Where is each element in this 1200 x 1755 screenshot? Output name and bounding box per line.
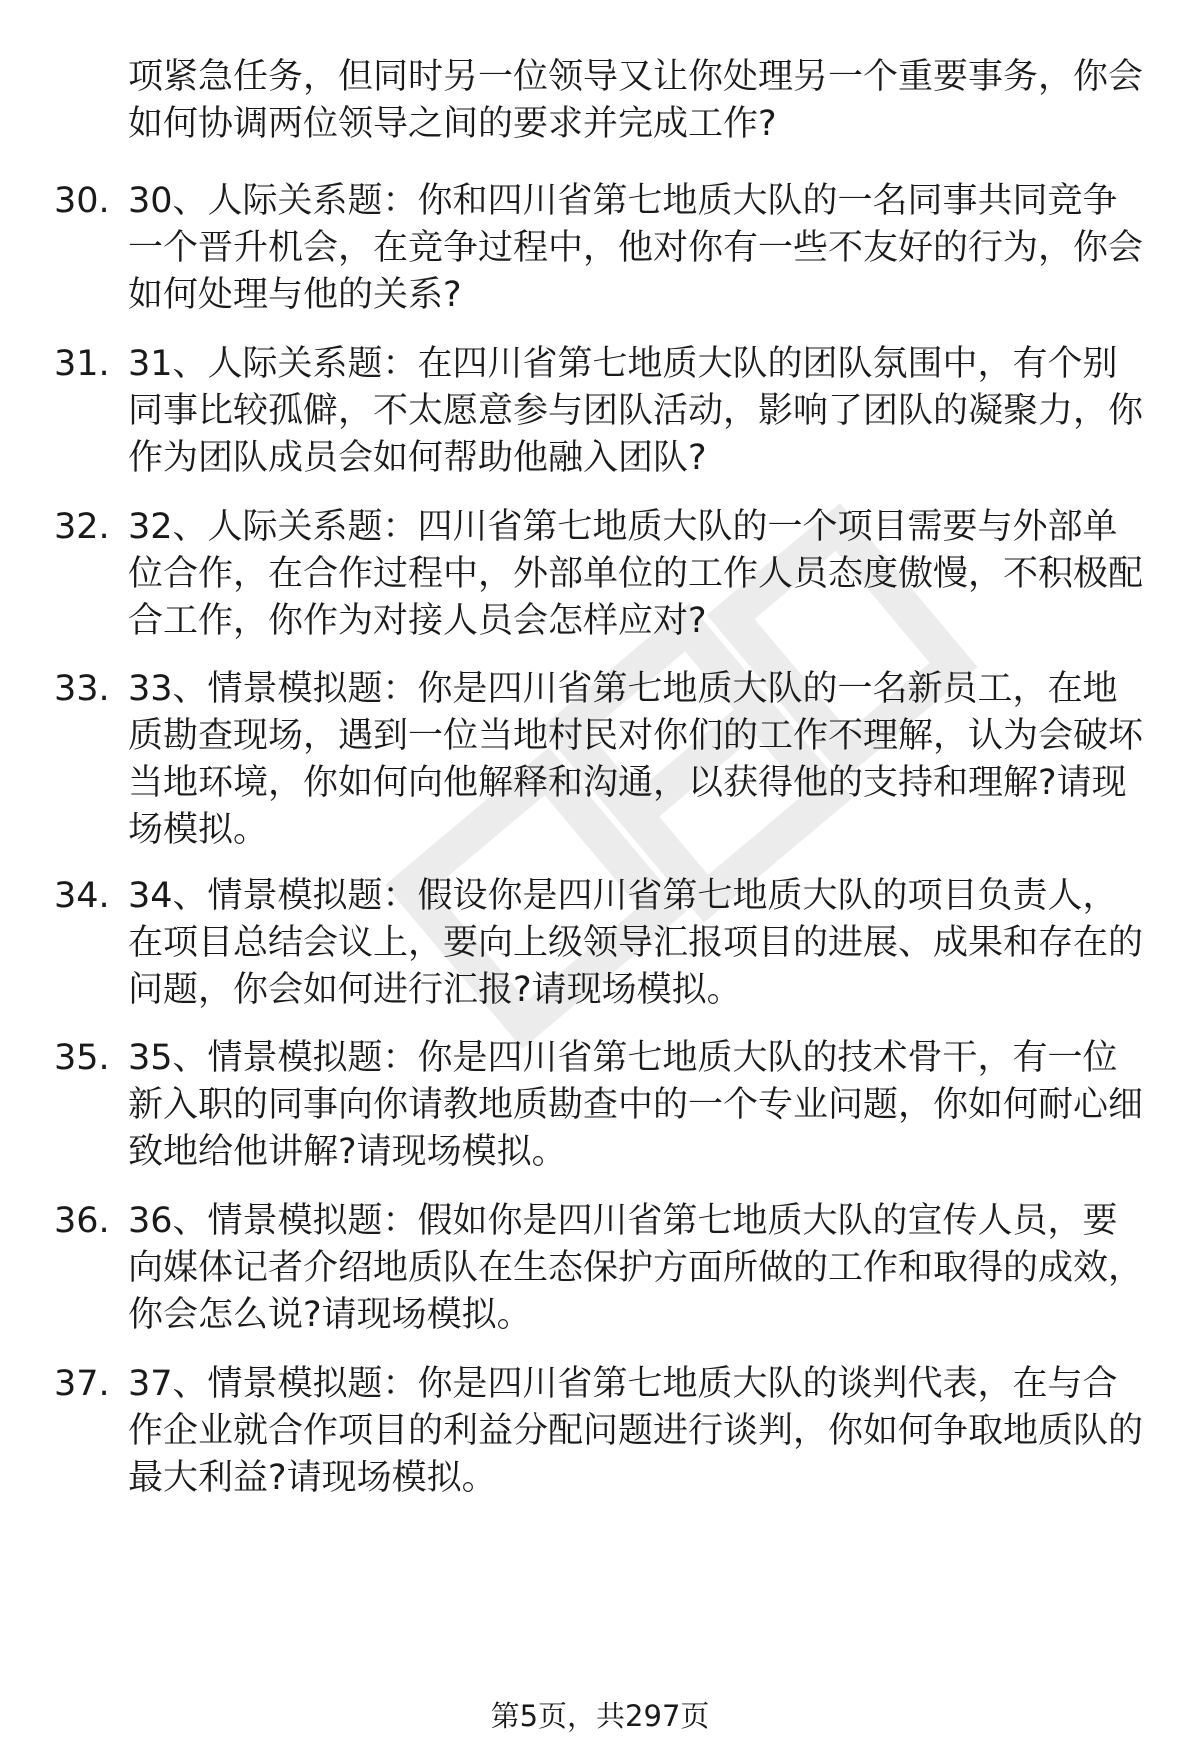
- item-number: 30.: [54, 181, 110, 221]
- item-number: 31.: [54, 344, 110, 384]
- item-text: 31、人际关系题：在四川省第七地质大队的团队氛围中，有个别同事比较孤僻，不太愿意参与团队活动，影响了团队的凝聚力，你作为团队成员会如何帮助他融入团队?: [128, 344, 1144, 478]
- item-number: 32.: [54, 507, 110, 547]
- carryover-paragraph: 项紧急任务，但同时另一位领导又让你处理另一个重要事务，你会如何协调两位领导之间的要求并完成工作?: [128, 57, 1144, 144]
- item-number: 35.: [54, 1038, 110, 1078]
- item-text: 30、人际关系题：你和四川省第七地质大队的一名同事共同竞争一个晋升机会，在竞争过程中，他对你有一些不友好的行为，你会如何处理与他的关系?: [128, 181, 1144, 315]
- page-footer: 第5页，共297页: [490, 1699, 710, 1733]
- item-number: 37.: [54, 1364, 110, 1404]
- item-number: 34.: [54, 876, 110, 916]
- item-text: 36、情景模拟题：假如你是四川省第七地质大队的宣传人员，要向媒体记者介绍地质队在生态保护方面所做的工作和取得的成效，你会怎么说?请现场模拟。: [128, 1201, 1144, 1335]
- item-number: 36.: [54, 1201, 110, 1241]
- item-text: 33、情景模拟题：你是四川省第七地质大队的一名新员工，在地质勘查现场，遇到一位当地村民对你们的工作不理解，认为会破坏当地环境，你如何向他解释和沟通，以获得他的支持和理解?请现场模拟。: [128, 669, 1144, 850]
- item-text: 34、情景模拟题：假设你是四川省第七地质大队的项目负责人，在项目总结会议上，要向上级领导汇报项目的进展、成果和存在的问题，你会如何进行汇报?请现场模拟。: [128, 876, 1144, 1010]
- item-text: 37、情景模拟题：你是四川省第七地质大队的谈判代表，在与合作企业就合作项目的利益分配问题进行谈判，你如何争取地质队的最大利益?请现场模拟。: [128, 1364, 1144, 1498]
- item-text: 35、情景模拟题：你是四川省第七地质大队的技术骨干，有一位新入职的同事向你请教地质勘查中的一个专业问题，你如何耐心细致地给他讲解?请现场模拟。: [128, 1038, 1144, 1172]
- item-text: 32、人际关系题：四川省第七地质大队的一个项目需要与外部单位合作，在合作过程中，外部单位的工作人员态度傲慢，不积极配合工作，你作为对接人员会怎样应对?: [128, 507, 1144, 641]
- item-number: 33.: [54, 669, 110, 709]
